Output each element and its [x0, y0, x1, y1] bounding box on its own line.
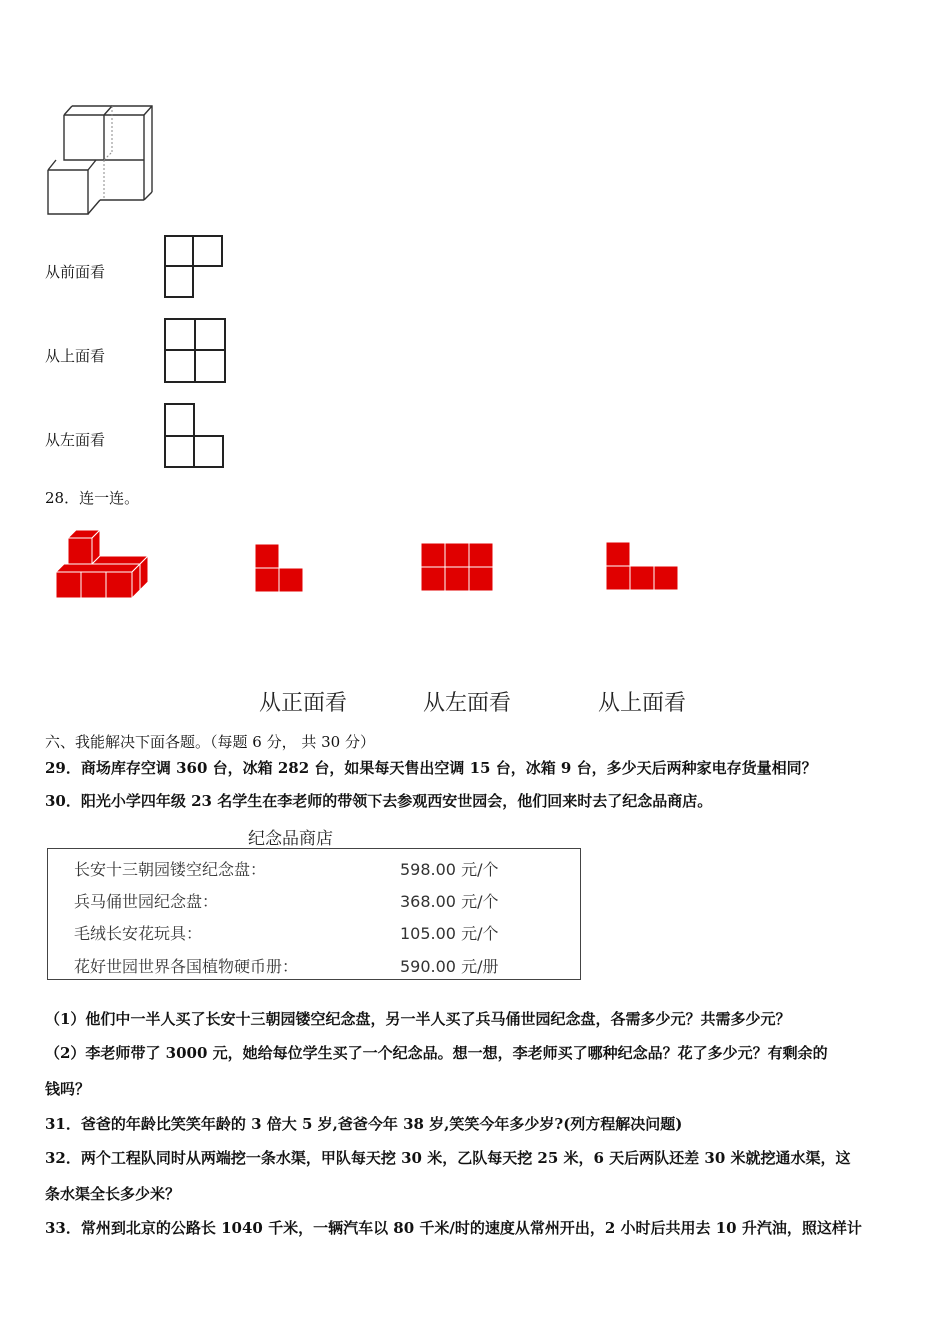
cube-stack-drawing	[44, 100, 158, 218]
section6-heading: 六、我能解决下面各题。（每题 6 分， 共 30 分）	[45, 733, 375, 751]
shop-item-name: 兵马俑世园纪念盘：	[74, 892, 219, 911]
red-shape-left	[420, 542, 496, 594]
caption-front-view: 从正面看	[259, 691, 348, 716]
shop-item-price: 105.00 元/个	[400, 924, 499, 943]
shop-item-name: 花好世园世界各国植物硬币册：	[74, 957, 299, 976]
shop-price-table	[47, 848, 581, 980]
shop-item-row	[48, 915, 580, 947]
view-label-top: 从上面看	[45, 347, 106, 365]
shop-item-row	[48, 883, 580, 915]
red-shape-front	[254, 543, 306, 595]
view-label-left: 从左面看	[45, 431, 106, 449]
caption-top-view: 从上面看	[598, 691, 687, 716]
red-cube-solid	[52, 528, 152, 602]
top-view-grid	[164, 318, 227, 384]
q32-line2: 条水渠全长多少米？	[45, 1185, 181, 1203]
shop-title: 纪念品商店	[248, 829, 333, 849]
q29-text: 29．商场库存空调 360 台，冰箱 282 台，如果每天售出空调 15 台，冰箱 9 台，多少天后两种家电存货量相同？	[45, 759, 817, 777]
shop-item-name: 毛绒长安花玩具：	[74, 924, 203, 943]
caption-left-view: 从左面看	[423, 691, 512, 716]
front-view-grid	[164, 235, 224, 299]
q30-text: 30．阳光小学四年级 23 名学生在李老师的带领下去参观西安世园会，他们回来时去了纪念品商店。	[45, 792, 713, 810]
view-label-front: 从前面看	[45, 263, 106, 281]
shop-item-name: 长安十三朝园镂空纪念盘：	[74, 860, 267, 879]
shop-item-price: 598.00 元/个	[400, 860, 499, 879]
shop-item-row	[48, 851, 580, 883]
left-view-grid	[164, 403, 225, 469]
red-shape-top	[605, 541, 681, 593]
q31-text: 31．爸爸的年龄比笑笑年龄的 3 倍大 5 岁,爸爸今年 38 岁,笑笑今年多少岁?(列方程解决问题)	[45, 1115, 683, 1133]
q28-title: 28．连一连。	[45, 489, 140, 507]
q30-sub2-line2: 钱吗？	[45, 1080, 91, 1098]
q30-sub1: （1）他们中一半人买了长安十三朝园镂空纪念盘，另一半人买了兵马俑世园纪念盘，各需多少元？共需多少元？	[45, 1010, 791, 1028]
shop-item-price: 590.00 元/册	[400, 957, 499, 976]
shop-item-price: 368.00 元/个	[400, 892, 499, 911]
q30-sub2-line1: （2）李老师带了 3000 元，她给每位学生买了一个纪念品。想一想，李老师买了哪种纪念品？花了多少元？有剩余的	[45, 1044, 828, 1062]
q32-line1: 32．两个工程队同时从两端挖一条水渠，甲队每天挖 30 米，乙队每天挖 25 米，6 天后两队还差 30 米就挖通水渠，这	[45, 1149, 851, 1167]
shop-item-row	[48, 948, 580, 980]
q33-line1: 33．常州到北京的公路长 1040 千米，一辆汽车以 80 千米/时的速度从常州开出，2 小时后共用去 10 升汽油，照这样计	[45, 1219, 862, 1237]
